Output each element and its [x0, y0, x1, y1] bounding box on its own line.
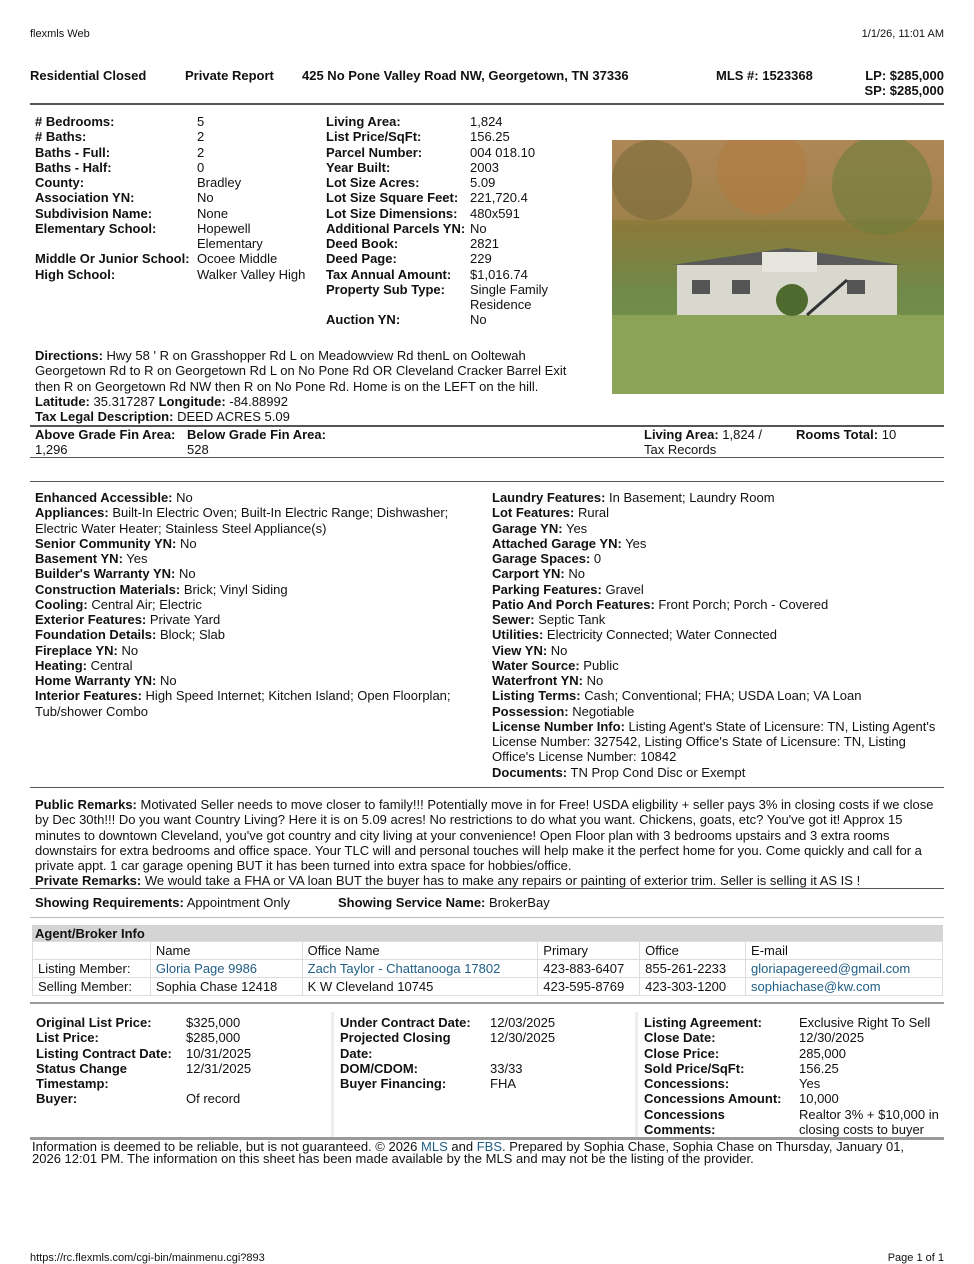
feature-value: Built-In Electric Oven; Built-In Electric Range; Dishwasher; Electric Water Heater; Stainless Steel Appliance(s)	[35, 505, 449, 536]
showing-svc-label: Showing Service Name:	[338, 895, 486, 910]
print-datetime: 1/1/26, 11:01 AM	[861, 28, 944, 40]
field-label: Deed Book:	[326, 236, 399, 251]
showing-service	[338, 895, 550, 910]
field-row	[340, 1030, 635, 1061]
field-label: Buyer Financing:	[340, 1076, 447, 1091]
public-remarks-value: Motivated Seller needs to move closer to family!!! Potentially move in for Free! USDA eligbility + seller pays 3% in closing costs if we close by Dec 30th!!! Do you want Country Living? Here it is on 5.09 acres! No restrictions to do what you want. Chickens, goats, etc? You've got it! Approx 15 minutes to downtown Cleveland, you've got country and city living at your convenience! Open Floor plan with 3 bedrooms upstairs and 3 extra rooms downstairs for extra bedrooms and office space. Your TLC will and personal touches will help make it the perfect home for you. Come quickly and call for a private appt. 1 car garage opening BUT it has been turned into extra space for hobbies/office.	[35, 797, 934, 873]
feature-label: License Number Info:	[492, 718, 625, 734]
disclaimer-text-end: . Prepared by Sophia Chase, Sophia Chase on Thursday, January 01, 2026 12:01 PM. The information on this sheet has been made available by the MLS and may not be the listing of the provider.	[32, 1139, 905, 1166]
feature-value: Rural	[577, 505, 610, 521]
mls-number: MLS #: 1523368	[716, 68, 813, 83]
agent-table-header	[33, 942, 943, 960]
agent-link[interactable]: Zach Taylor - Chattanooga 17802	[302, 960, 538, 978]
field-row	[326, 129, 606, 144]
feature-value: Central	[90, 657, 133, 673]
field-row	[326, 160, 606, 175]
house-photo-illustration	[612, 140, 944, 394]
feature-value: Electricity Connected; Water Connected	[546, 627, 777, 643]
field-row	[36, 1061, 331, 1092]
field-row	[35, 221, 310, 252]
latitude-label: Latitude:	[35, 394, 90, 409]
field-value: 0	[197, 159, 205, 175]
field-value: $285,000	[186, 1030, 241, 1046]
field-row	[326, 175, 606, 190]
feature-value: No	[568, 566, 585, 582]
public-remarks	[35, 797, 940, 873]
feature-row	[35, 566, 475, 581]
feature-row	[35, 612, 475, 627]
directions-label: Directions:	[35, 348, 103, 363]
feature-label: Enhanced Accessible:	[35, 490, 173, 505]
feature-row	[35, 688, 475, 719]
latitude-value: 35.317287	[93, 394, 155, 409]
agent-email-link[interactable]: sophiachase@kw.com	[746, 978, 943, 996]
feature-label: Waterfront YN:	[492, 673, 583, 688]
field-label: # Bedrooms:	[35, 114, 115, 129]
below-grade-value: 528	[187, 442, 209, 458]
agent-cell: 423-303-1200	[640, 978, 746, 996]
field-row	[35, 267, 310, 282]
divider	[30, 1002, 944, 1004]
field-value: Yes	[799, 1076, 821, 1091]
feature-value: Private Yard	[149, 612, 221, 627]
feature-row	[492, 521, 940, 536]
field-value: 5.09	[470, 175, 496, 190]
field-value: 5	[197, 114, 205, 129]
field-row	[644, 1030, 944, 1045]
field-label: Auction YN:	[326, 312, 401, 328]
feature-row	[492, 566, 940, 581]
agent-row	[33, 978, 943, 996]
field-label: County:	[35, 175, 85, 190]
summary-left	[35, 114, 310, 282]
below-grade-label: Below Grade Fin Area:	[187, 427, 326, 442]
directions-value: Hwy 58 ' R on Grasshopper Rd L on Meadowview Rd thenL on Ooltewah Georgetown Rd to R on Georgetown Rd L on No Pone Rd OR Cleveland Cracker Barrel Exit then R on Georgetown Rd NW then R on No Pone Rd. Home is on the LEFT on the hill.	[35, 348, 567, 394]
closing-column	[638, 1012, 944, 1137]
feature-label: Sewer:	[492, 612, 535, 627]
closing-column	[30, 1012, 331, 1137]
field-value: $1,016.74	[470, 266, 528, 282]
field-value: Bradley	[197, 175, 242, 190]
field-row	[36, 1030, 331, 1045]
field-label: List Price/SqFt:	[326, 129, 422, 145]
showing-svc-value: BrokerBay	[489, 895, 550, 910]
feature-label: Heating:	[35, 657, 87, 673]
longitude-value: -84.88992	[229, 394, 288, 409]
field-value: 2	[197, 129, 205, 145]
field-row	[36, 1015, 331, 1030]
column-header: Office	[640, 942, 746, 960]
field-label: Status Change Timestamp:	[36, 1060, 128, 1091]
feature-row	[492, 704, 940, 719]
feature-value: Yes	[565, 520, 588, 536]
field-value: 2003	[470, 159, 499, 175]
feature-label: Appliances:	[35, 505, 109, 521]
field-value: Realtor 3% + $10,000 in closing costs to buyer	[799, 1106, 939, 1137]
closing-column	[334, 1012, 635, 1137]
field-label: Sold Price/SqFt:	[644, 1060, 745, 1076]
feature-value: No	[586, 673, 604, 688]
browser-app-title: flexmls Web	[30, 28, 90, 40]
field-value: Single Family Residence	[470, 281, 549, 312]
field-value: No	[470, 220, 487, 236]
feature-row	[492, 658, 940, 673]
public-remarks-label: Public Remarks:	[35, 797, 137, 812]
field-value: Walker Valley High	[197, 266, 306, 282]
feature-value: Gravel	[605, 581, 644, 597]
divider	[30, 888, 944, 889]
feature-label: Water Source:	[492, 657, 580, 673]
feature-value: Negotiable	[572, 703, 635, 719]
mls-link[interactable]: MLS	[421, 1139, 448, 1154]
field-row	[326, 114, 606, 129]
divider	[30, 457, 944, 458]
field-row	[326, 312, 606, 327]
field-value: FHA	[490, 1076, 516, 1091]
agent-link[interactable]: Gloria Page 9986	[150, 960, 302, 978]
field-row	[644, 1046, 944, 1061]
feature-row	[492, 627, 940, 642]
field-value: 12/30/2025	[799, 1030, 865, 1046]
field-label: Subdivision Name:	[35, 205, 153, 221]
field-row	[340, 1076, 635, 1091]
field-row	[340, 1061, 635, 1076]
field-value: $325,000	[186, 1015, 241, 1030]
feature-label: Attached Garage YN:	[492, 535, 622, 551]
feature-row	[492, 612, 940, 627]
feature-row	[35, 597, 475, 612]
divider	[30, 103, 944, 105]
feature-value: 0	[593, 551, 602, 566]
feature-value: Public	[583, 657, 619, 673]
above-grade-value: 1,296	[35, 442, 68, 458]
field-label: Lot Size Square Feet:	[326, 190, 459, 206]
field-row	[326, 251, 606, 266]
showing-requirements	[35, 895, 290, 910]
showing-req-label: Showing Requirements:	[35, 895, 184, 910]
field-value: 10,000	[799, 1091, 839, 1107]
feature-row	[492, 551, 940, 566]
feature-row	[35, 643, 475, 658]
field-value: Of record	[186, 1091, 241, 1107]
list-price: LP: $285,000	[865, 68, 944, 83]
field-row	[35, 175, 310, 190]
agent-cell: 423-595-8769	[538, 978, 640, 996]
living-area-value: 1,824 / Tax Records	[644, 427, 763, 458]
field-label: Living Area:	[326, 114, 401, 129]
feature-label: Builder's Warranty YN:	[35, 566, 176, 582]
property-address: 425 No Pone Valley Road NW, Georgetown, TN 37336	[302, 68, 629, 83]
field-label: # Baths:	[35, 129, 87, 145]
feature-value: No	[178, 566, 196, 582]
field-row	[35, 114, 310, 129]
field-label: Lot Size Acres:	[326, 175, 420, 190]
column-header: Primary	[538, 942, 640, 960]
feature-row	[492, 597, 940, 612]
field-row	[644, 1076, 944, 1091]
field-label: Baths - Full:	[35, 144, 111, 160]
feature-row	[35, 490, 475, 505]
feature-row	[492, 505, 940, 520]
feature-value: Cash; Conventional; FHA; USDA Loan; VA Loan	[584, 688, 862, 704]
feature-value: Block; Slab	[159, 627, 226, 643]
feature-label: Carport YN:	[492, 566, 565, 582]
feature-label: Garage Spaces:	[492, 551, 591, 566]
field-value: 1,824	[470, 114, 503, 129]
field-label: Middle Or Junior School:	[35, 251, 190, 267]
closing-info	[30, 1012, 944, 1137]
divider	[30, 481, 944, 482]
field-label: Close Price:	[644, 1045, 720, 1061]
feature-label: View YN:	[492, 642, 548, 658]
divider	[30, 787, 944, 788]
above-grade-label: Above Grade Fin Area:	[35, 427, 176, 442]
field-value: Exclusive Right To Sell	[799, 1015, 931, 1030]
feature-row	[492, 765, 940, 780]
longitude-label: Longitude:	[158, 394, 226, 409]
field-row	[326, 282, 606, 313]
summary-middle	[326, 114, 606, 328]
field-label: Association YN:	[35, 190, 135, 206]
agent-cell: K W Cleveland 10745	[302, 978, 538, 996]
feature-row	[492, 719, 940, 765]
field-label: Parcel Number:	[326, 144, 423, 160]
field-row	[35, 190, 310, 205]
tax-legal-label: Tax Legal Description:	[35, 409, 174, 424]
feature-row	[35, 658, 475, 673]
disclaimer-text: Information is deemed to be reliable, but is not guaranteed. © 2026	[32, 1139, 418, 1154]
fbs-link[interactable]: FBS	[476, 1139, 502, 1154]
field-label: Additional Parcels YN:	[326, 220, 466, 236]
agent-cell: Listing Member:	[33, 960, 151, 978]
field-row	[326, 267, 606, 282]
feature-label: Garage YN:	[492, 520, 563, 536]
feature-row	[35, 627, 475, 642]
agent-email-link[interactable]: gloriapagereed@gmail.com	[746, 960, 943, 978]
page-url: https://rc.flexmls.com/cgi-bin/mainmenu.cgi?893	[30, 1252, 265, 1264]
feature-label: Possession:	[492, 703, 569, 719]
property-photo[interactable]	[612, 140, 944, 394]
column-header	[33, 942, 151, 960]
field-value: 2	[197, 144, 205, 160]
agent-cell: 423-883-6407	[538, 960, 640, 978]
field-label: Close Date:	[644, 1030, 716, 1046]
feature-label: Fireplace YN:	[35, 642, 118, 658]
field-value: No	[470, 312, 487, 328]
field-row	[35, 129, 310, 144]
feature-row	[35, 505, 475, 536]
field-label: High School:	[35, 266, 116, 282]
feature-value: Yes	[625, 535, 647, 551]
feature-label: Patio And Porch Features:	[492, 596, 655, 612]
living-area-label: Living Area:	[644, 427, 719, 442]
field-row	[36, 1091, 331, 1106]
field-value: No	[197, 190, 214, 206]
private-remarks-label: Private Remarks:	[35, 873, 142, 888]
field-row	[35, 251, 310, 266]
feature-label: Documents:	[492, 764, 568, 780]
feature-value: Central Air; Electric	[91, 596, 202, 612]
field-label: Deed Page:	[326, 251, 397, 267]
coordinates	[35, 394, 288, 409]
feature-label: Lot Features:	[492, 505, 575, 521]
feature-row	[492, 688, 940, 703]
feature-value: Listing Agent's State of Licensure: TN, Listing Agent's License Number: 327542, Listing Office's State of Licensure: TN, Listing Office's License Number: 10842	[492, 718, 936, 765]
feature-row	[35, 673, 475, 688]
feature-row	[492, 582, 940, 597]
above-grade-area	[35, 427, 175, 458]
disclaimer	[32, 1141, 932, 1165]
field-value: 004 018.10	[470, 144, 536, 160]
agent-row	[33, 960, 943, 978]
tax-legal-value: DEED ACRES 5.09	[177, 409, 290, 424]
disclaimer-and: and	[451, 1139, 474, 1154]
feature-row	[492, 490, 940, 505]
column-header: Office Name	[302, 942, 538, 960]
field-value: None	[197, 205, 229, 221]
field-value: 156.25	[799, 1060, 839, 1076]
field-row	[35, 160, 310, 175]
field-label: Original List Price:	[36, 1015, 152, 1030]
living-area	[644, 427, 784, 458]
agent-section-title: Agent/Broker Info	[32, 925, 943, 941]
field-value: 12/03/2025	[490, 1015, 556, 1030]
field-value: 480x591	[470, 205, 520, 221]
field-value: 2821	[470, 236, 499, 251]
field-label: Property Sub Type:	[326, 281, 445, 297]
field-row	[35, 145, 310, 160]
field-label: Lot Size Dimensions:	[326, 205, 458, 221]
feature-value: TN Prop Cond Disc or Exempt	[570, 764, 746, 780]
feature-label: Parking Features:	[492, 581, 602, 597]
field-value: 221,720.4	[470, 190, 528, 206]
feature-value: No	[160, 673, 177, 688]
directions	[35, 348, 595, 394]
field-value: 12/31/2025	[186, 1060, 252, 1076]
feature-value: No	[550, 642, 568, 658]
feature-label: Cooling:	[35, 596, 88, 612]
report-type: Private Report	[185, 68, 274, 83]
field-value: 33/33	[490, 1060, 523, 1076]
field-label: Projected Closing Date:	[340, 1030, 451, 1061]
feature-row	[35, 582, 475, 597]
feature-value: Septic Tank	[538, 612, 606, 627]
column-header: E-mail	[746, 942, 943, 960]
feature-row	[492, 536, 940, 551]
feature-value: No	[121, 642, 139, 658]
field-label: Concessions Comments:	[644, 1106, 725, 1137]
field-label: Baths - Half:	[35, 159, 112, 175]
feature-label: Foundation Details:	[35, 627, 157, 643]
feature-value: In Basement; Laundry Room	[609, 490, 775, 505]
field-row	[644, 1061, 944, 1076]
feature-label: Listing Terms:	[492, 688, 581, 704]
features-left	[35, 490, 475, 719]
field-row	[326, 145, 606, 160]
column-header: Name	[150, 942, 302, 960]
field-label: Concessions Amount:	[644, 1091, 782, 1107]
field-label: Tax Annual Amount:	[326, 266, 452, 282]
field-row	[644, 1107, 944, 1138]
field-value: 10/31/2025	[186, 1045, 252, 1061]
sold-price: SP: $285,000	[864, 83, 944, 98]
features-right	[492, 490, 940, 780]
feature-row	[492, 673, 940, 688]
feature-value: No	[176, 490, 193, 505]
field-row	[326, 190, 606, 205]
agent-cell: 855-261-2233	[640, 960, 746, 978]
field-value: 12/30/2025	[490, 1030, 556, 1046]
field-label: Elementary School:	[35, 220, 157, 236]
field-label: Listing Agreement:	[644, 1015, 762, 1030]
private-remarks-value: We would take a FHA or VA loan BUT the buyer has to make any repairs or painting of exterior trim. Seller is selling it AS IS !	[144, 873, 861, 888]
field-row	[644, 1015, 944, 1030]
field-label: DOM/CDOM:	[340, 1060, 418, 1076]
below-grade-area	[187, 427, 326, 458]
feature-value: High Speed Internet; Kitchen Island; Open Floorplan; Tub/shower Combo	[35, 688, 451, 719]
private-remarks	[35, 873, 940, 888]
divider	[30, 917, 944, 918]
listing-status: Residential Closed	[30, 68, 147, 83]
field-label: Under Contract Date:	[340, 1015, 471, 1030]
tax-legal	[35, 409, 290, 424]
field-label: Year Built:	[326, 159, 391, 175]
feature-value: No	[179, 535, 197, 551]
rooms-total	[796, 427, 896, 442]
field-row	[326, 221, 606, 236]
field-value: 156.25	[470, 129, 510, 145]
rooms-total-label: Rooms Total:	[796, 427, 879, 442]
agent-cell: Selling Member:	[33, 978, 151, 996]
field-value: 229	[470, 251, 492, 267]
field-value: Ocoee Middle	[197, 251, 278, 267]
field-row	[644, 1091, 944, 1106]
feature-value: Brick; Vinyl Siding	[183, 581, 288, 597]
page-number: Page 1 of 1	[887, 1252, 944, 1264]
feature-label: Basement YN:	[35, 551, 123, 566]
field-row	[326, 206, 606, 221]
field-row	[35, 206, 310, 221]
field-label: List Price:	[36, 1030, 99, 1046]
feature-label: Home Warranty YN:	[35, 673, 157, 688]
field-value: Hopewell Elementary	[197, 220, 263, 251]
field-row	[340, 1015, 635, 1030]
feature-label: Interior Features:	[35, 688, 142, 704]
feature-value: Yes	[126, 551, 148, 566]
feature-label: Exterior Features:	[35, 612, 147, 627]
feature-label: Construction Materials:	[35, 581, 181, 597]
feature-value: Front Porch; Porch - Covered	[658, 596, 829, 612]
feature-label: Senior Community YN:	[35, 535, 177, 551]
field-row	[326, 236, 606, 251]
feature-label: Utilities:	[492, 627, 544, 643]
feature-row	[492, 643, 940, 658]
feature-row	[35, 536, 475, 551]
field-row	[36, 1046, 331, 1061]
agent-table	[32, 941, 943, 996]
agent-cell: Sophia Chase 12418	[150, 978, 302, 996]
feature-row	[35, 551, 475, 566]
agent-broker-section	[32, 925, 943, 996]
rooms-total-value: 10	[881, 427, 897, 442]
field-label: Concessions:	[644, 1076, 730, 1091]
field-label: Buyer:	[36, 1091, 78, 1107]
field-label: Listing Contract Date:	[36, 1045, 172, 1061]
field-value: 285,000	[799, 1045, 846, 1061]
feature-label: Laundry Features:	[492, 490, 606, 505]
showing-req-value: Appointment Only	[186, 895, 291, 910]
